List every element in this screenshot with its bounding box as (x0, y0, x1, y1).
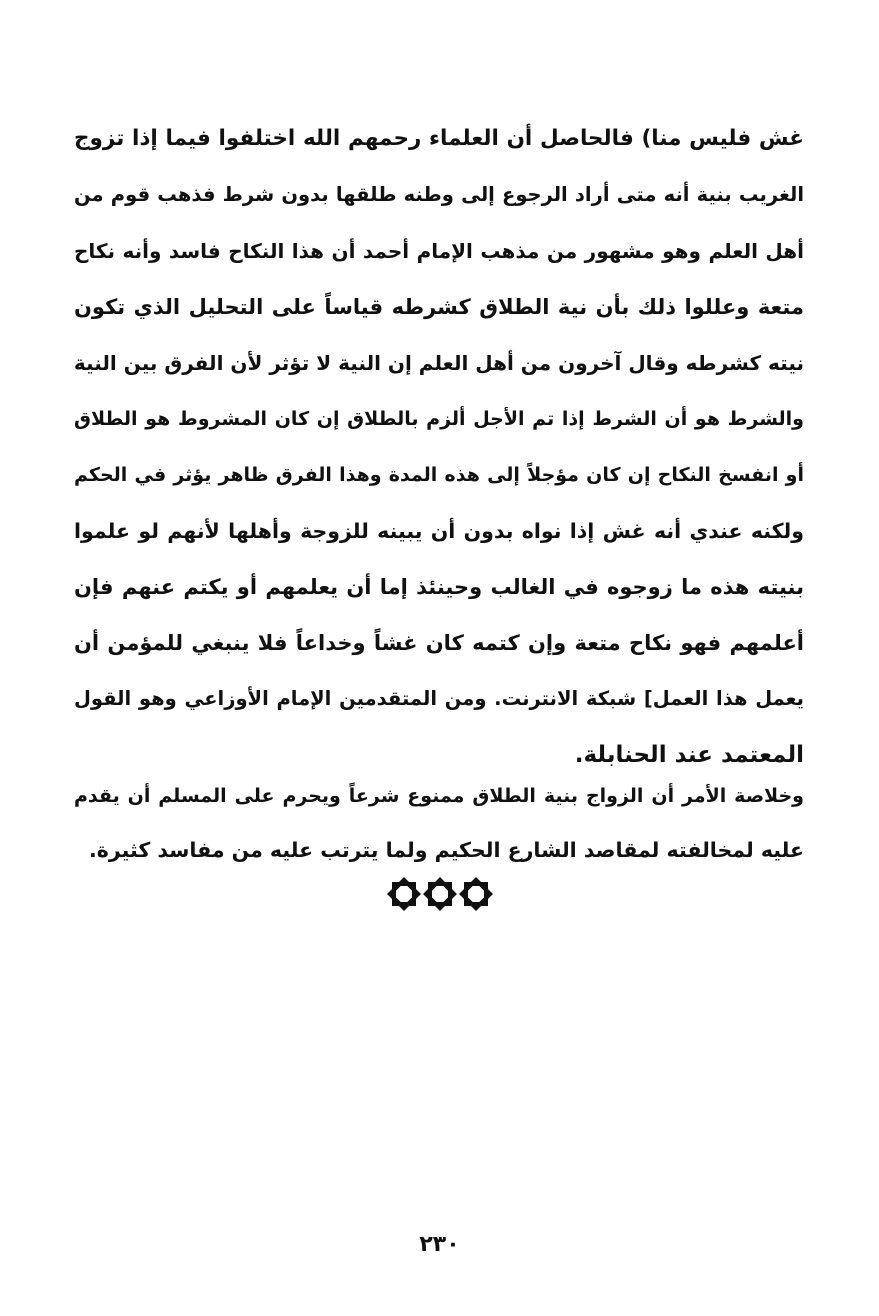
paragraph-line: غش فليس منا) فالحاصل أن العلماء رحمهم الله اختلفوا فيما إذا تزوج (74, 126, 804, 151)
paragraph-line: أهل العلم وهو مشهور من مذهب الإمام أحمد أن هذا النكاح فاسد وأنه نكاح (74, 239, 804, 263)
octagram-flower-icon (422, 876, 458, 912)
paragraph-line: أعلمهم فهو نكاح متعة وإن كتمه كان غشاً وخداعاً فلا ينبغي للمؤمن أن (74, 631, 804, 655)
octagram-flower-icon (458, 876, 494, 912)
page-number: ٢٣٠ (419, 1232, 460, 1257)
paragraph-line: وخلاصة الأمر أن الزواج بنية الطلاق ممنوع شرعاً ويحرم على المسلم أن يقدم (74, 785, 804, 807)
section-ornament (0, 876, 879, 912)
paragraph-line: الغريب بنية أنه متى أراد الرجوع إلى وطنه طلقها بدون شرط فذهب قوم من (74, 183, 804, 206)
paragraph-line: المعتمد عند الحنابلة. (574, 742, 804, 768)
paragraph-line: والشرط هو أن الشرط إذا تم الأجل ألزم بالطلاق إن كان المشروط هو الطلاق (74, 408, 804, 430)
paragraph-line: بنيته هذه ما زوجوه في الغالب وحينئذ إما أن يعلمهم أو يكتم عنهم فإن (74, 575, 804, 599)
paragraph-line: متعة وعللوا ذلك بأن نية الطلاق كشرطه قياساً على التحليل الذي تكون (74, 295, 804, 319)
octagram-flower-icon (386, 876, 422, 912)
paragraph-line: يعمل هذا العمل] شبكة الانترنت. ومن المتقدمين الإمام الأوزاعي وهو القول (74, 687, 804, 710)
paragraph-line: نيته كشرطه وقال آخرون من أهل العلم إن النية لا تؤثر لأن الفرق بين النية (73, 351, 804, 375)
paragraph-line: عليه لمخالفته لمقاصد الشارع الحكيم ولما يترتب عليه من مفاسد كثيرة. (88, 838, 804, 862)
paragraph-line: أو انفسخ النكاح إن كان مؤجلاً إلى هذه المدة وهذا الفرق ظاهر يؤثر في الحكم (74, 464, 804, 486)
paragraph-line: ولكنه عندي أنه غش إذا نواه بدون أن يبينه للزوجة وأهلها لأنهم لو علموا (74, 519, 804, 543)
